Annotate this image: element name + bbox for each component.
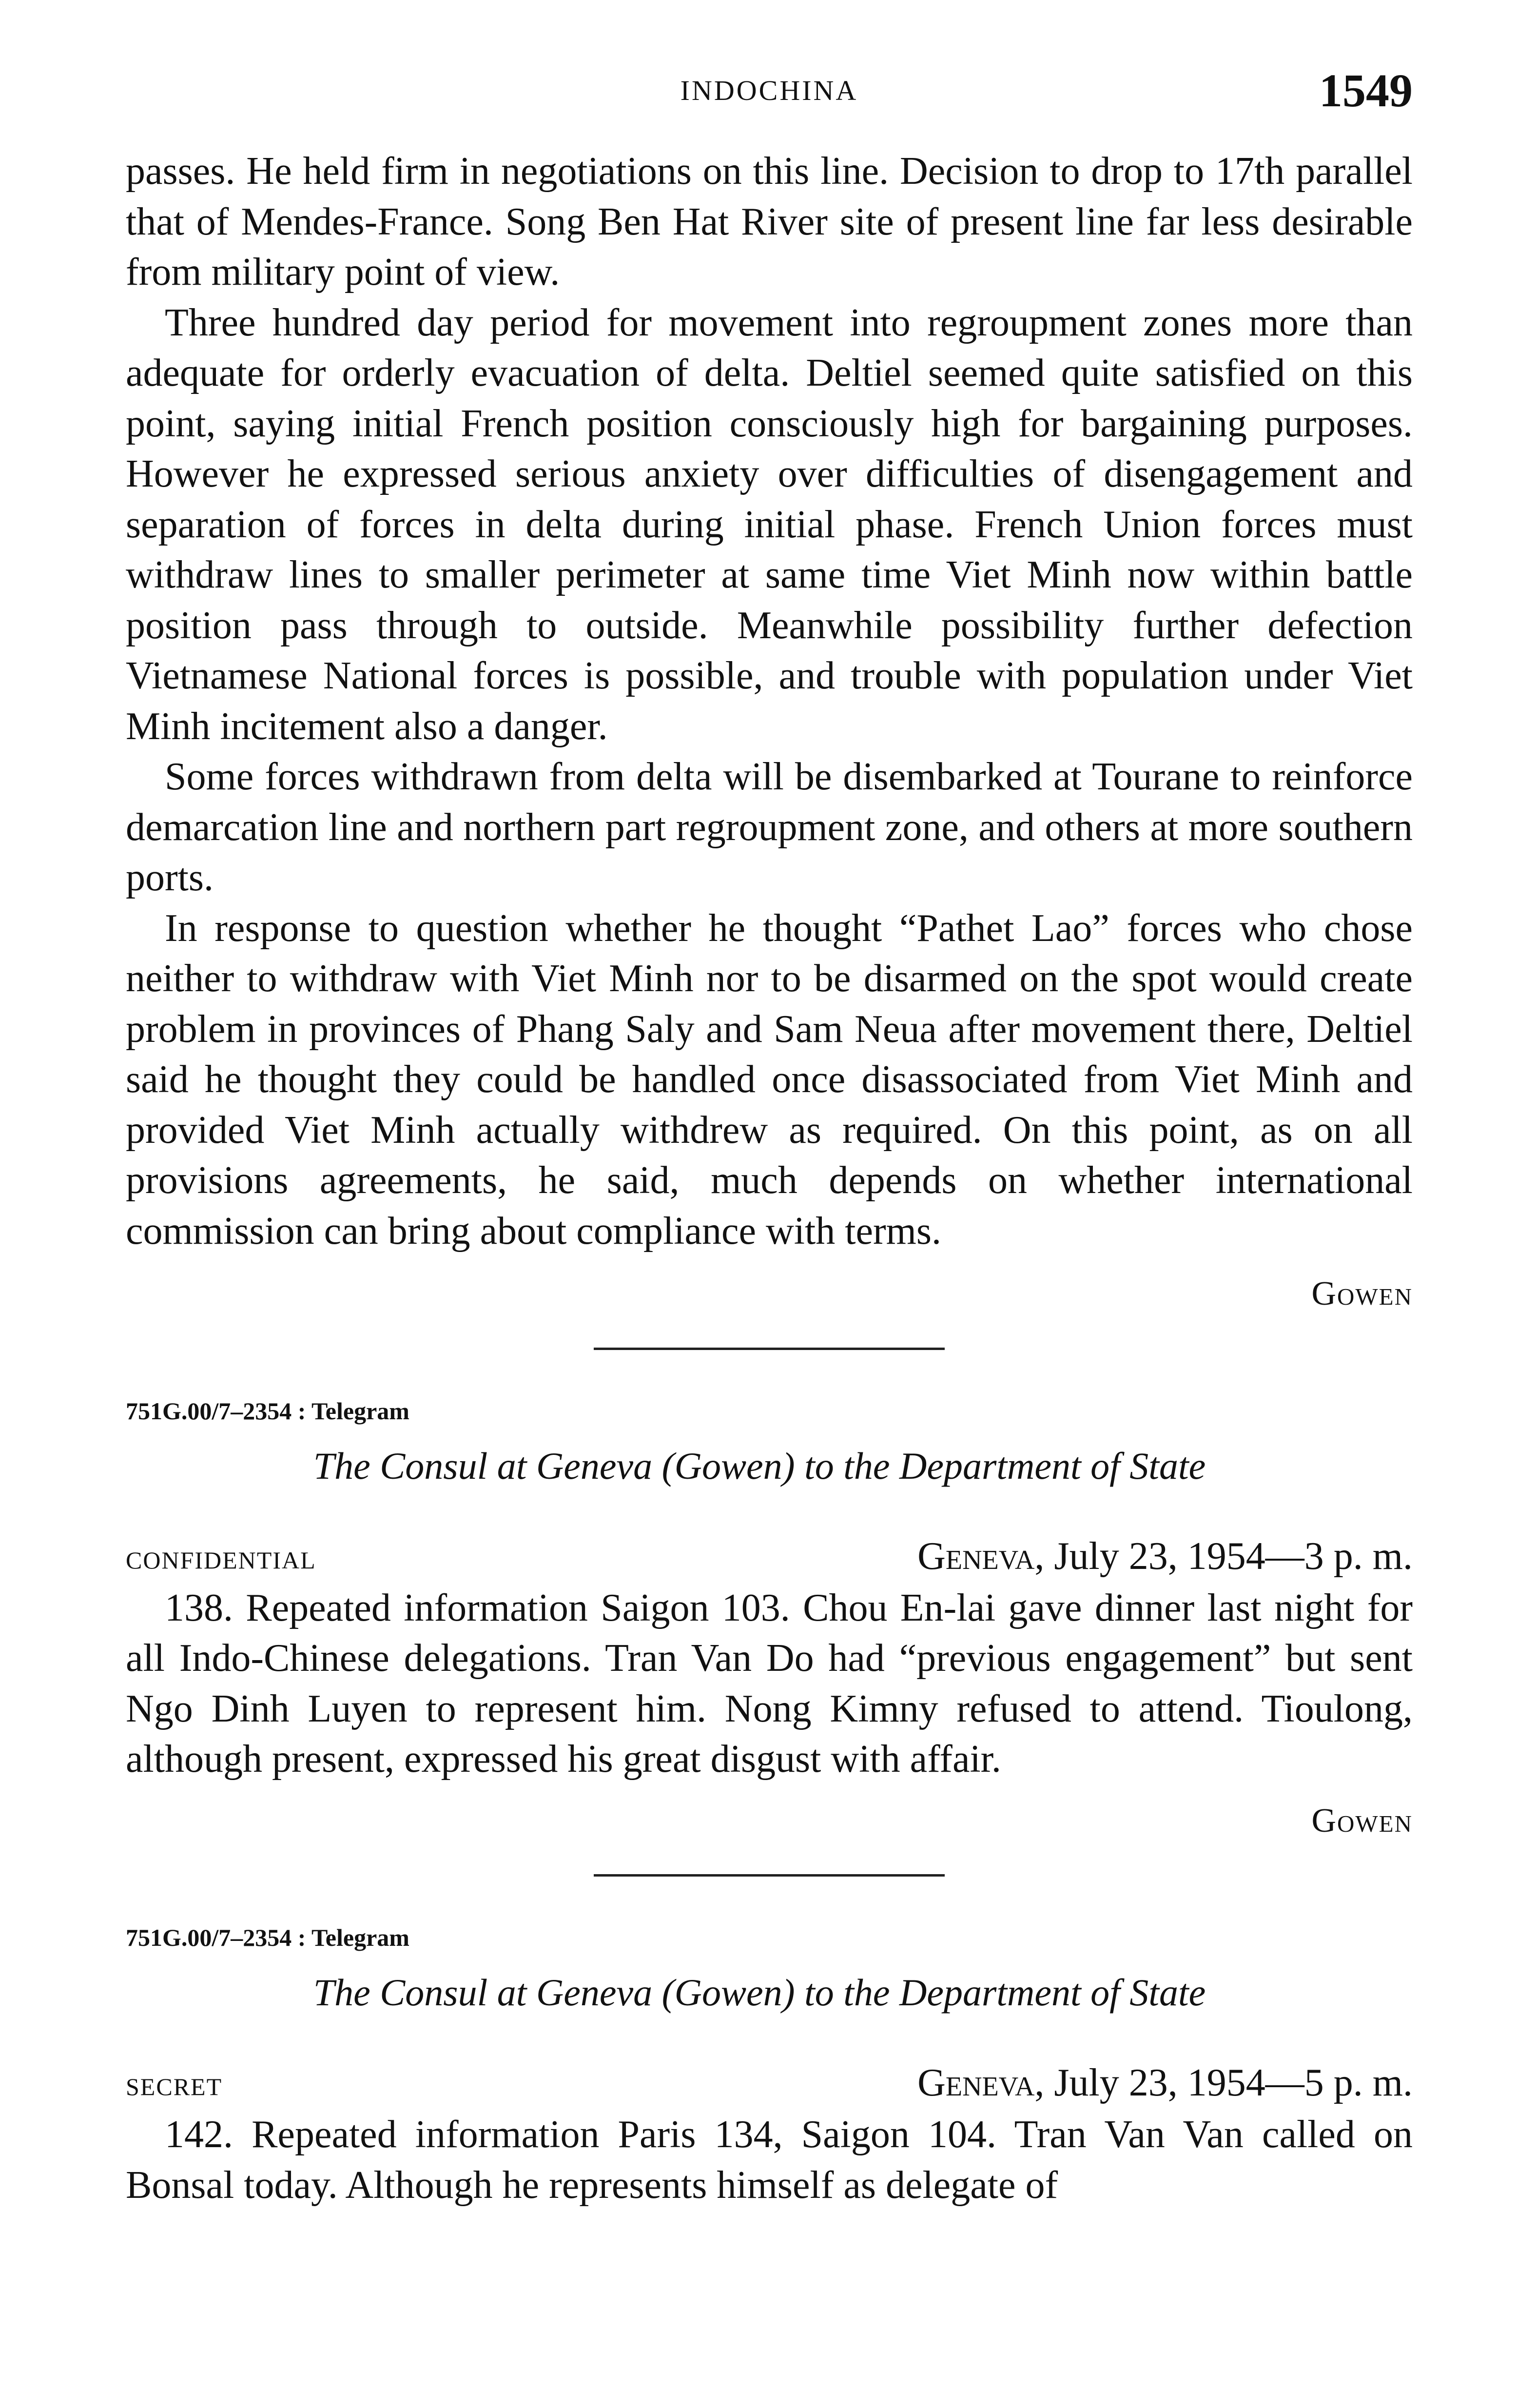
file-reference: 751G.00/7–2354 : Telegram xyxy=(126,1924,409,1951)
paragraph: 138. Repeated information Saigon 103. Chou En-lai gave dinner last night for all Indo-Chinese delegations. Tran Van Do had “previous engagement” but sent Ngo Dinh Luyen to represent him. Nong Kimny refused to attend. Tioulong, although present, expressed his great disgust with affair. xyxy=(126,1586,1413,1781)
dateline xyxy=(126,1534,1413,1583)
document-title: The Consul at Geneva (Gowen) to the Department of State xyxy=(313,1971,1206,2014)
running-title: INDOCHINA xyxy=(680,75,858,106)
dateline xyxy=(126,2061,1413,2110)
paragraph: Some forces withdrawn from delta will be disembarked at Tourane to reinforce demarcation line and northern part regroupment zone, and others at more southern ports. xyxy=(126,755,1413,899)
place: Geneva, xyxy=(917,1534,1045,1578)
telegram-continuation xyxy=(126,146,1413,1319)
paragraph: 142. Repeated information Paris 134, Saigon 104. Tran Van Van called on Bonsal today. Although he represents himself as delegate of xyxy=(126,2113,1413,2207)
section-divider xyxy=(594,1874,945,1877)
place: Geneva, xyxy=(917,2061,1045,2104)
classification-label: CONFIDENTIAL xyxy=(126,1546,316,1574)
date: July 23, 1954—3 p. m. xyxy=(1044,1534,1413,1578)
document-title: The Consul at Geneva (Gowen) to the Department of State xyxy=(313,1444,1206,1487)
classification-label: SECRET xyxy=(126,2073,223,2100)
paragraph: passes. He held firm in negotiations on this line. Decision to drop to 17th parallel that of Mendes-France. Song Ben Hat River site of present line far less desirable from military point of view. xyxy=(126,150,1413,294)
signature: Gowen xyxy=(1311,1801,1413,1840)
file-reference: 751G.00/7–2354 : Telegram xyxy=(126,1397,409,1425)
place-date xyxy=(917,1534,1413,1579)
paragraph: In response to question whether he thought “Pathet Lao” forces who chose neither to withdraw with Viet Minh nor to be disarmed on the spot would create problem in provinces of Phang Saly and Sam Neua after movement there, Deltiel said he thought they could be handled once disassociated from Viet Minh and provided Viet Minh actually withdrew as required. On this point, as on all provisions agreements, he said, much depends on whether international commission can bring about compliance with terms. xyxy=(126,906,1413,1253)
page-number: 1549 xyxy=(1319,64,1413,117)
page-body xyxy=(126,146,1413,2211)
telegram-142 xyxy=(126,1920,1413,2211)
place-date xyxy=(917,2061,1413,2105)
date: July 23, 1954—5 p. m. xyxy=(1044,2061,1413,2104)
telegram-138 xyxy=(126,1394,1413,1846)
paragraph: Three hundred day period for movement into regroupment zones more than adequate for orderly evacuation of delta. Deltiel seemed quite satisfied on this point, saying initial French position consciously high for bargaining purposes. However he expressed serious anxiety over difficulties of disengagement and separation of forces in delta during initial phase. French Union forces must withdraw lines to smaller perimeter at same time Viet Minh now within battle position pass through to outside. Meanwhile possibility further defection Vietnamese National forces is possible, and trouble with population under Viet Minh incitement also a danger. xyxy=(126,301,1413,748)
section-divider xyxy=(594,1348,945,1350)
signature: Gowen xyxy=(1311,1275,1413,1312)
page-header xyxy=(126,63,1413,117)
